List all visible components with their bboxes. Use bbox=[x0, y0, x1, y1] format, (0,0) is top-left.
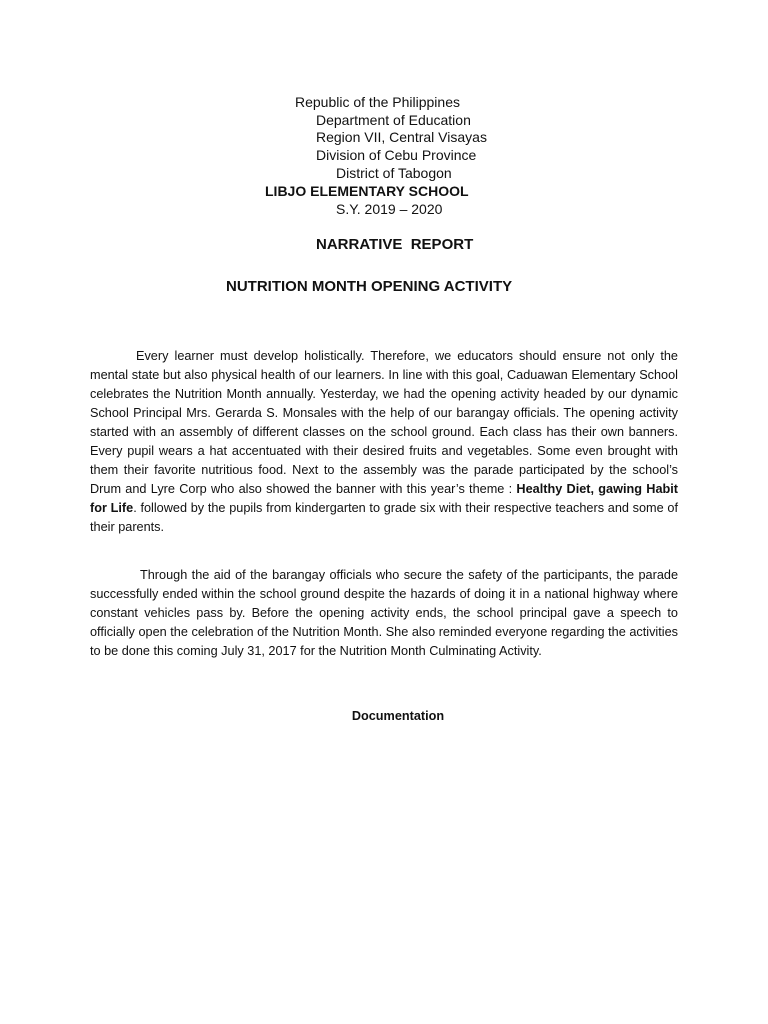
header-school-year: S.Y. 2019 – 2020 bbox=[336, 201, 443, 217]
header-division: Division of Cebu Province bbox=[316, 147, 477, 163]
paragraph-1-text: Every learner must develop holistically. Therefore, we educators should ensure not only the mental state but also physical health of our learners. In line with this goal, Caduawan Elementary School celebrates the Nutrition Month annually. Yesterday, we had the opening activity headed by our dynamic School Principal Mrs. Gerarda S. Monsales with the help of our barangay officials. The opening activity started with an assembly of different classes on the school ground. Each class has their own banners. Every pupil wears a hat accentuated with their desired fruits and vegetables. Some even brought with them their favorite nutritious food. Next to the assembly was the parade participated by the school’s Drum and Lyre Corp who also showed the banner with this year’s theme : bbox=[90, 349, 678, 496]
header-country: Republic of the Philippines bbox=[295, 94, 460, 110]
header-district: District of Tabogon bbox=[336, 165, 452, 181]
body-paragraph-2: Through the aid of the barangay officials who secure the safety of the participants, the parade successfully ended within the school ground despite the hazards of doing it in a national highway where constant vehicles pass by. Before the opening activity ends, the school principal gave a speech to officially open the celebration of the Nutrition Month. She also reminded everyone regarding the activities to be done this coming July 31, 2017 for the Nutrition Month Culminating Activity. bbox=[90, 568, 678, 658]
documentation-heading: Documentation bbox=[351, 709, 445, 723]
header-region: Region VII, Central Visayas bbox=[316, 129, 487, 145]
paragraph-1-ending: . followed by the pupils from kindergarten to grade six with their respective teachers and some of their parents. bbox=[90, 501, 678, 534]
header-department: Department of Education bbox=[316, 112, 471, 128]
theme-text: Healthy Diet, gawing Habit for Life bbox=[90, 482, 679, 515]
activity-title: NUTRITION MONTH OPENING ACTIVITY bbox=[226, 278, 513, 295]
body-paragraph-1 bbox=[90, 347, 678, 537]
report-type-title: NARRATIVE REPORT bbox=[316, 236, 474, 253]
header-school-name: LIBJO ELEMENTARY SCHOOL bbox=[265, 183, 469, 199]
